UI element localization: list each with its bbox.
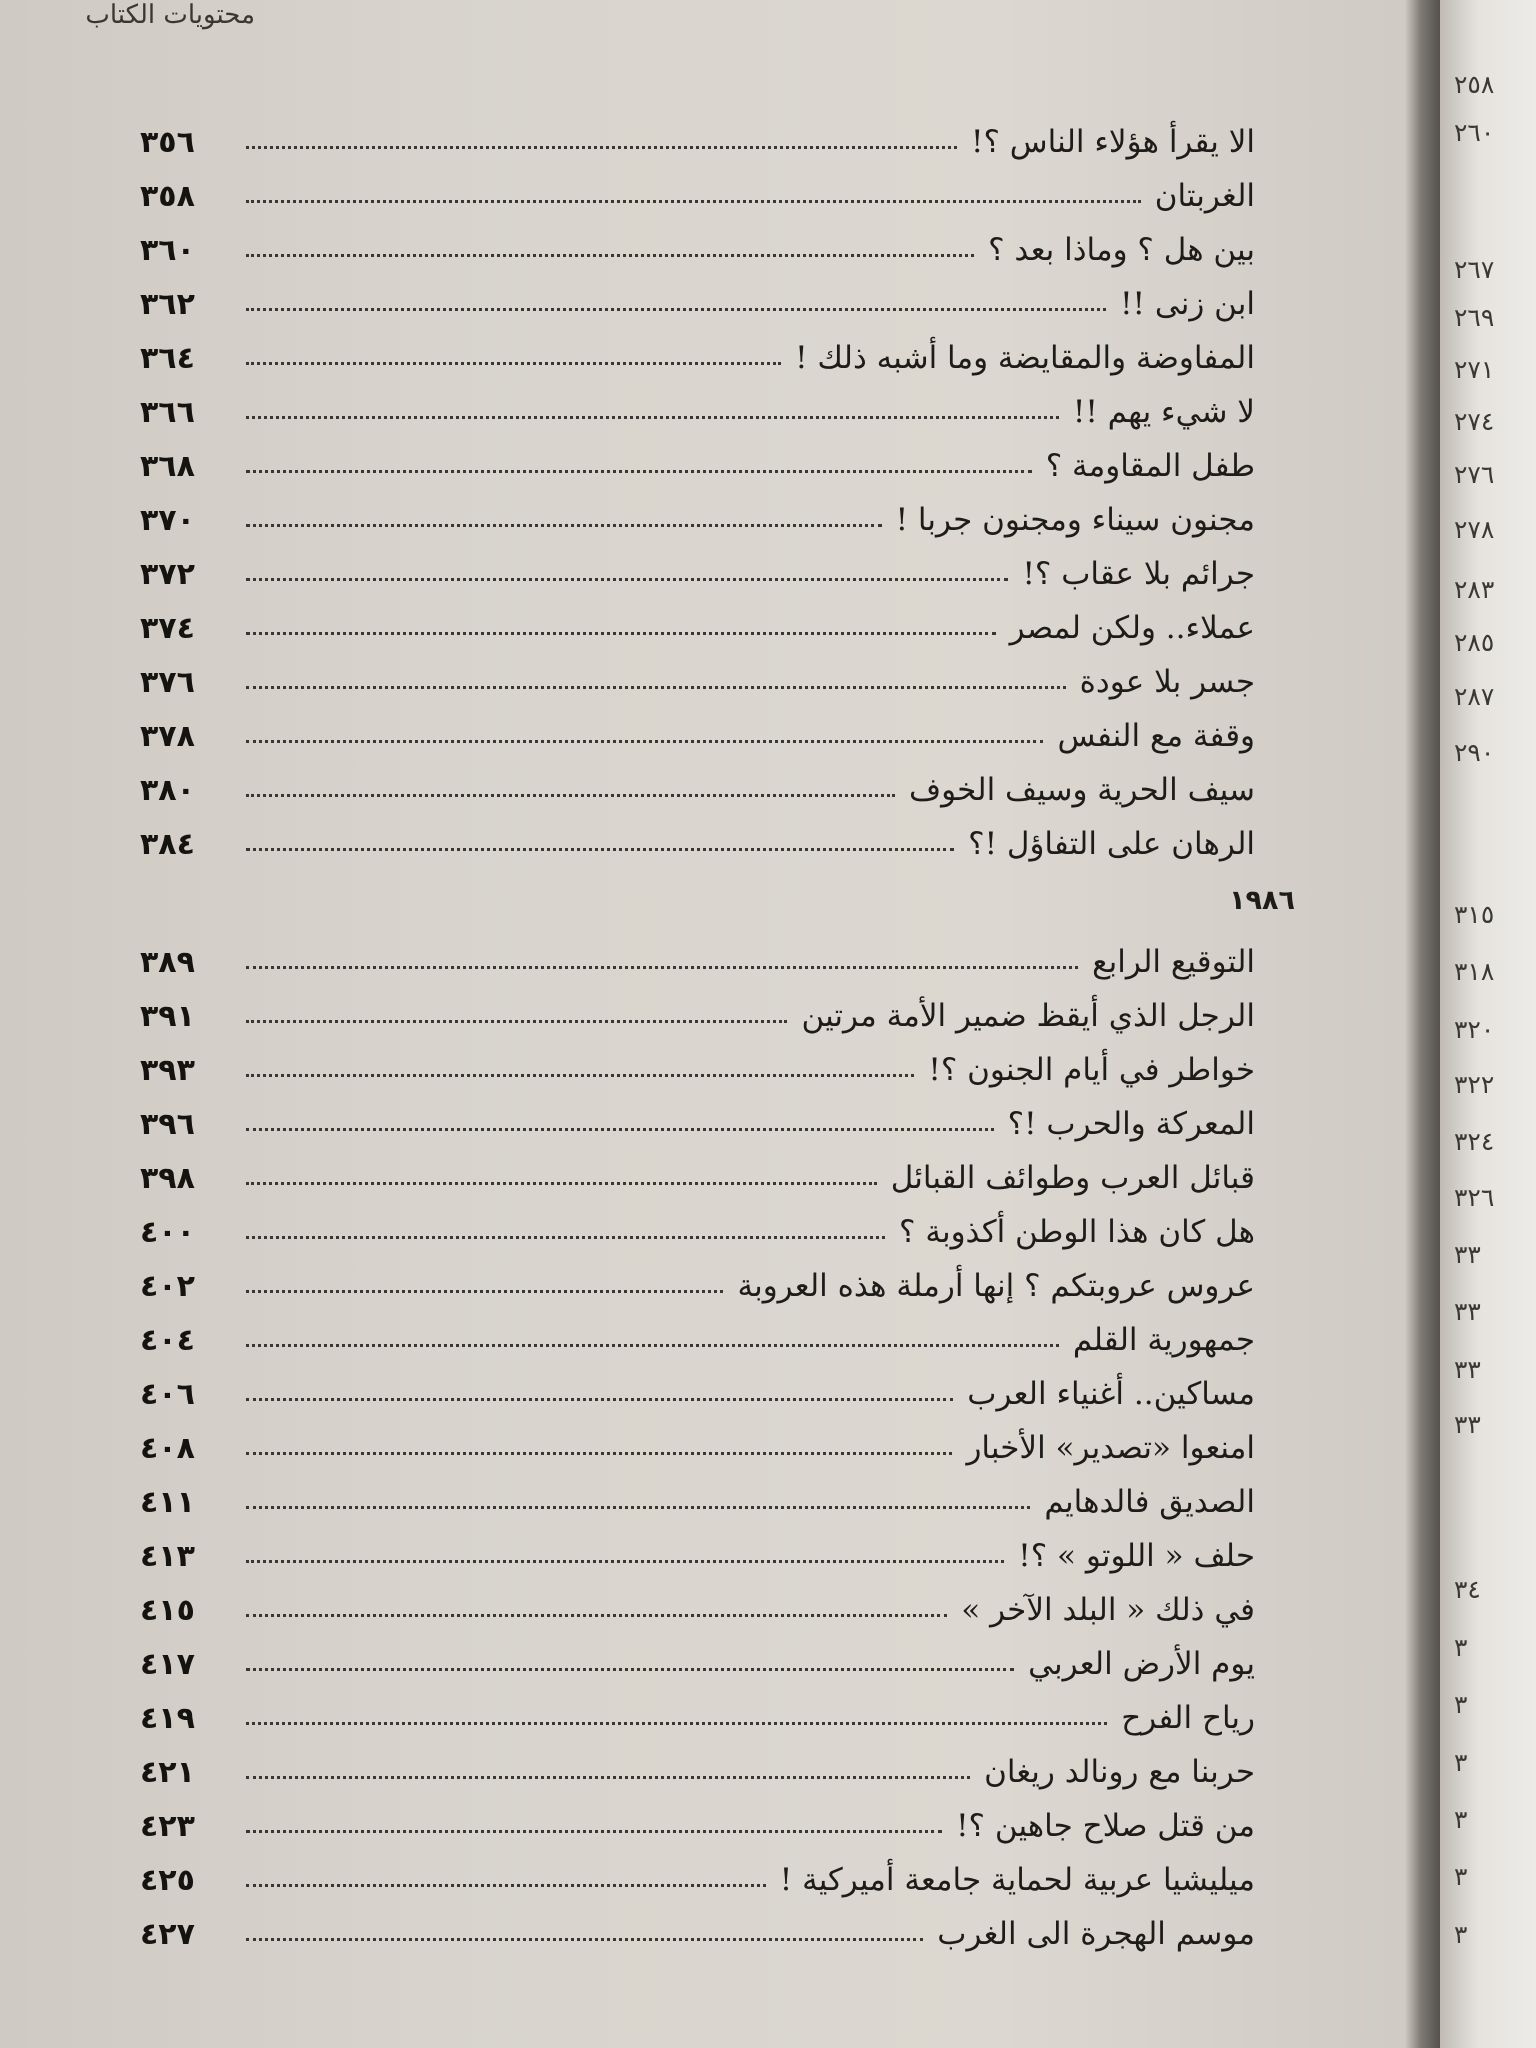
entry-title: سيف الحرية وسيف الخوف bbox=[908, 771, 1255, 808]
facing-page-number: ٣٣ bbox=[1454, 1297, 1481, 1326]
entry-title: جمهورية القلم bbox=[1072, 1321, 1255, 1358]
facing-page-number: ٢٨٥ bbox=[1454, 628, 1495, 657]
entry-title: المفاوضة والمقايضة وما أشبه ذلك ! bbox=[795, 339, 1255, 376]
entry-title: خواطر في أيام الجنون ؟! bbox=[928, 1051, 1255, 1088]
toc-entry bbox=[140, 105, 1255, 159]
entry-title: ابن زنى !! bbox=[1120, 285, 1255, 322]
entry-page-number: ٣٩٨ bbox=[140, 1161, 195, 1196]
entry-title: حلف « اللوتو » ؟! bbox=[1018, 1537, 1255, 1574]
entry-title: مساكين.. أغنياء العرب bbox=[967, 1375, 1255, 1412]
entry-page-number: ٣٦٤ bbox=[140, 341, 195, 376]
entry-title: الغربتان bbox=[1154, 177, 1255, 214]
entry-page-number: ٣٧٨ bbox=[140, 719, 195, 754]
entry-page-number: ٤١٧ bbox=[140, 1647, 195, 1682]
entry-page-number: ٣٥٨ bbox=[140, 179, 195, 214]
dot-leader bbox=[246, 1883, 766, 1887]
dot-leader bbox=[246, 1613, 947, 1617]
dot-leader bbox=[246, 631, 996, 635]
entry-page-number: ٣٨٠ bbox=[140, 773, 195, 808]
toc-entry bbox=[140, 1897, 1255, 1951]
toc-entry bbox=[140, 1681, 1255, 1735]
dot-leader bbox=[246, 199, 1141, 203]
dot-leader bbox=[246, 1127, 994, 1131]
dot-leader bbox=[246, 1505, 1030, 1509]
entry-page-number: ٤١٣ bbox=[140, 1539, 195, 1574]
toc-entry bbox=[140, 1033, 1255, 1087]
entry-page-number: ٣٦٠ bbox=[140, 233, 195, 268]
toc-entry bbox=[140, 699, 1255, 753]
toc-entry bbox=[140, 1357, 1255, 1411]
facing-page-number: ٣ bbox=[1454, 1690, 1468, 1719]
toc-entry bbox=[140, 1465, 1255, 1519]
entry-page-number: ٣٧٦ bbox=[140, 665, 195, 700]
dot-leader bbox=[246, 1775, 970, 1779]
dot-leader bbox=[246, 1721, 1107, 1725]
facing-page-number: ٣٣ bbox=[1454, 1410, 1481, 1439]
facing-page-number: ٢٨٣ bbox=[1454, 575, 1495, 604]
toc-entry bbox=[140, 591, 1255, 645]
entry-page-number: ٤٠٢ bbox=[140, 1269, 195, 1304]
toc-entry bbox=[140, 1735, 1255, 1789]
toc-entry bbox=[140, 213, 1255, 267]
entry-page-number: ٣٩٦ bbox=[140, 1107, 195, 1142]
dot-leader bbox=[246, 739, 1043, 743]
entry-page-number: ٣٧٤ bbox=[140, 611, 195, 646]
dot-leader bbox=[246, 1289, 723, 1293]
dot-leader bbox=[246, 847, 954, 851]
dot-leader bbox=[246, 253, 974, 257]
toc-section-b bbox=[140, 925, 1255, 1951]
toc-entry bbox=[140, 159, 1255, 213]
facing-page-number: ٢٩٠ bbox=[1454, 738, 1495, 767]
dot-leader bbox=[246, 1397, 953, 1401]
dot-leader bbox=[246, 1667, 1014, 1671]
entry-page-number: ٣٩١ bbox=[140, 999, 195, 1034]
entry-page-number: ٣٦٨ bbox=[140, 449, 195, 484]
facing-page-number: ٣ bbox=[1454, 1805, 1468, 1834]
entry-title: التوقيع الرابع bbox=[1092, 943, 1255, 980]
facing-page-number: ٢٦٠ bbox=[1454, 118, 1495, 147]
dot-leader bbox=[246, 577, 1008, 581]
facing-page-number: ٣٣ bbox=[1454, 1355, 1481, 1384]
toc-entry bbox=[140, 429, 1255, 483]
toc-entry bbox=[140, 753, 1255, 807]
entry-page-number: ٤١٥ bbox=[140, 1593, 195, 1628]
entry-page-number: ٤٠٦ bbox=[140, 1377, 195, 1412]
dot-leader bbox=[246, 1829, 942, 1833]
dot-leader bbox=[246, 523, 882, 527]
facing-page-number: ٣٢٢ bbox=[1454, 1070, 1495, 1099]
entry-page-number: ٤٠٠ bbox=[140, 1215, 195, 1250]
entry-page-number: ٤٢٣ bbox=[140, 1809, 195, 1844]
dot-leader bbox=[246, 469, 1032, 473]
toc-entry bbox=[140, 1627, 1255, 1681]
entry-title: قبائل العرب وطوائف القبائل bbox=[890, 1159, 1255, 1196]
dot-leader bbox=[246, 1451, 952, 1455]
dot-leader bbox=[246, 307, 1106, 311]
dot-leader bbox=[246, 415, 1059, 419]
facing-page-number: ٢٥٨ bbox=[1454, 70, 1495, 99]
entry-page-number: ٣٨٤ bbox=[140, 827, 195, 862]
toc-entry bbox=[140, 1411, 1255, 1465]
entry-title: امنعوا «تصدير» الأخبار bbox=[966, 1429, 1255, 1466]
entry-page-number: ٤٢٥ bbox=[140, 1863, 195, 1898]
entry-title: من قتل صلاح جاهين ؟! bbox=[956, 1807, 1255, 1844]
entry-title: رياح الفرح bbox=[1121, 1699, 1255, 1736]
entry-title: طفل المقاومة ؟ bbox=[1045, 447, 1255, 484]
facing-page-number: ٢٧٦ bbox=[1454, 460, 1495, 489]
entry-title: الصديق فالدهايم bbox=[1044, 1483, 1255, 1520]
dot-leader bbox=[246, 1343, 1059, 1347]
entry-title: لا شيء يهم !! bbox=[1072, 393, 1255, 430]
entry-title: الا يقرأ هؤلاء الناس ؟! bbox=[971, 123, 1255, 160]
facing-page-number: ٢٧٤ bbox=[1454, 407, 1495, 436]
toc-entry bbox=[140, 1195, 1255, 1249]
dot-leader bbox=[246, 793, 895, 797]
toc-entry bbox=[140, 483, 1255, 537]
toc-entry bbox=[140, 321, 1255, 375]
toc-entry bbox=[140, 1573, 1255, 1627]
entry-title: يوم الأرض العربي bbox=[1028, 1645, 1255, 1682]
toc-entry bbox=[140, 375, 1255, 429]
facing-page-number: ٢٨٧ bbox=[1454, 682, 1495, 711]
entry-page-number: ٣٥٦ bbox=[140, 125, 195, 160]
entry-title: ميليشيا عربية لحماية جامعة أميركية ! bbox=[779, 1861, 1255, 1898]
facing-page-number: ٣٢٦ bbox=[1454, 1183, 1495, 1212]
toc-entry bbox=[140, 925, 1255, 979]
entry-title: جسر بلا عودة bbox=[1079, 663, 1255, 700]
facing-page-number: ٣٤ bbox=[1454, 1575, 1481, 1604]
facing-page-number: ٣٢٤ bbox=[1454, 1127, 1495, 1156]
toc-entry bbox=[140, 267, 1255, 321]
entry-page-number: ٣٧٢ bbox=[140, 557, 195, 592]
entry-page-number: ٤٠٨ bbox=[140, 1431, 195, 1466]
entry-page-number: ٣٦٢ bbox=[140, 287, 195, 322]
entry-title: الرجل الذي أيقظ ضمير الأمة مرتين bbox=[801, 997, 1255, 1034]
entry-page-number: ٣٦٦ bbox=[140, 395, 195, 430]
dot-leader bbox=[246, 685, 1066, 689]
entry-page-number: ٤٢٧ bbox=[140, 1917, 195, 1952]
facing-page-number: ٣١٨ bbox=[1454, 957, 1495, 986]
facing-page-number: ٢٦٧ bbox=[1454, 255, 1495, 284]
dot-leader bbox=[246, 361, 781, 365]
facing-page-number: ٣١٥ bbox=[1454, 900, 1495, 929]
dot-leader bbox=[246, 1937, 923, 1941]
toc-entry bbox=[140, 1519, 1255, 1573]
dot-leader bbox=[246, 1073, 914, 1077]
facing-page-number: ٣ bbox=[1454, 1862, 1468, 1891]
dot-leader bbox=[246, 1019, 787, 1023]
entry-title: المعركة والحرب !؟ bbox=[1007, 1105, 1255, 1142]
entry-page-number: ٤١١ bbox=[140, 1485, 195, 1520]
facing-page bbox=[1440, 0, 1536, 2048]
entry-title: وقفة مع النفس bbox=[1057, 717, 1255, 754]
toc-entry bbox=[140, 1843, 1255, 1897]
dot-leader bbox=[246, 145, 957, 149]
entry-title: عروس عروبتكم ؟ إنها أرملة هذه العروبة bbox=[737, 1267, 1255, 1304]
toc-entry bbox=[140, 1087, 1255, 1141]
toc-entry bbox=[140, 1249, 1255, 1303]
dot-leader bbox=[246, 1181, 877, 1185]
toc-entry bbox=[140, 979, 1255, 1033]
facing-page-number: ٣٣ bbox=[1454, 1240, 1481, 1269]
toc-entry bbox=[140, 645, 1255, 699]
entry-title: جرائم بلا عقاب ؟! bbox=[1022, 555, 1255, 592]
entry-title: مجنون سيناء ومجنون جربا ! bbox=[895, 501, 1255, 538]
toc-entry bbox=[140, 1789, 1255, 1843]
entry-title: في ذلك « البلد الآخر » bbox=[961, 1591, 1255, 1628]
entry-title: عملاء.. ولكن لمصر bbox=[1009, 609, 1255, 646]
toc-entry bbox=[140, 1141, 1255, 1195]
toc-entry bbox=[140, 807, 1255, 861]
entry-page-number: ٤١٩ bbox=[140, 1701, 195, 1736]
entry-title: بين هل ؟ وماذا بعد ؟ bbox=[988, 231, 1255, 268]
entry-page-number: ٣٧٠ bbox=[140, 503, 195, 538]
entry-title: هل كان هذا الوطن أكذوبة ؟ bbox=[899, 1213, 1255, 1250]
entry-title: الرهان على التفاؤل !؟ bbox=[968, 825, 1255, 862]
toc-entry bbox=[140, 537, 1255, 591]
entry-title: موسم الهجرة الى الغرب bbox=[937, 1915, 1255, 1952]
entry-title: حربنا مع رونالد ريغان bbox=[984, 1753, 1255, 1790]
entry-page-number: ٤٢١ bbox=[140, 1755, 195, 1790]
facing-page-number: ٢٧١ bbox=[1454, 355, 1495, 384]
facing-page-number: ٢٦٩ bbox=[1454, 303, 1495, 332]
dot-leader bbox=[246, 1559, 1004, 1563]
facing-page-number: ٣ bbox=[1454, 1633, 1468, 1662]
facing-page-number: ٣ bbox=[1454, 1748, 1468, 1777]
running-head: محتويات الكتاب bbox=[85, 0, 255, 30]
toc-section-a bbox=[140, 105, 1255, 861]
year-heading: ١٩٨٦ bbox=[1229, 885, 1295, 916]
entry-page-number: ٣٨٩ bbox=[140, 945, 195, 980]
entry-page-number: ٤٠٤ bbox=[140, 1323, 195, 1358]
facing-page-number: ٢٧٨ bbox=[1454, 515, 1495, 544]
facing-page-number: ٣٢٠ bbox=[1454, 1015, 1495, 1044]
dot-leader bbox=[246, 965, 1078, 969]
toc-entry bbox=[140, 1303, 1255, 1357]
book-gutter bbox=[1405, 0, 1445, 2048]
entry-page-number: ٣٩٣ bbox=[140, 1053, 195, 1088]
dot-leader bbox=[246, 1235, 885, 1239]
facing-page-number: ٣ bbox=[1454, 1920, 1468, 1949]
